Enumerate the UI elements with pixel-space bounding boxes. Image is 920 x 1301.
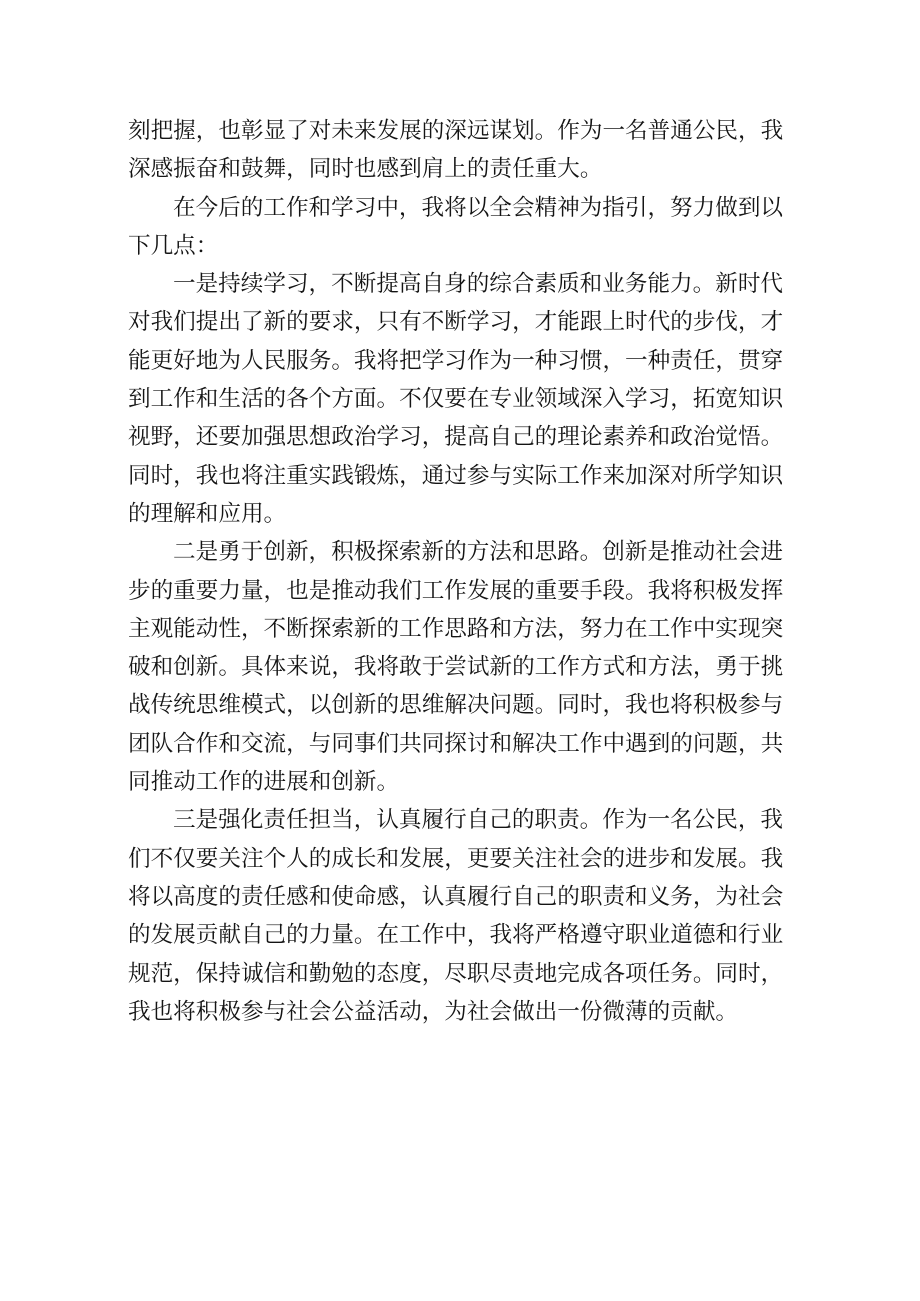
text-line: 规范，保持诚信和勤勉的态度，尽职尽责地完成各项任务。同时，: [128, 960, 784, 987]
paragraph-intro: [128, 189, 810, 266]
document-body: [128, 112, 810, 1031]
text-line: 的发展贡献自己的力量。在工作中，我将严格遵守职业道德和行业: [128, 922, 784, 949]
text-line: 到工作和生活的各个方面。不仅要在专业领域深入学习，拓宽知识: [128, 386, 784, 413]
text-line: 们不仅要关注个人的成长和发展，更要关注社会的进步和发展。我: [128, 845, 784, 872]
text-line: 将以高度的责任感和使命感，认真履行自己的职责和义务，为社会: [128, 883, 784, 910]
paragraph-point-3: [128, 801, 810, 1031]
text-line: 团队合作和交流，与同事们共同探讨和解决工作中遇到的问题，共: [128, 730, 784, 757]
paragraph-point-2: [128, 533, 810, 801]
text-line: 破和创新。具体来说，我将敢于尝试新的工作方式和方法，勇于挑: [128, 654, 784, 681]
text-line: 战传统思维模式，以创新的思维解决问题。同时，我也将积极参与: [128, 692, 784, 719]
paragraph-point-1: [128, 265, 810, 533]
text-line: 三是强化责任担当，认真履行自己的职责。作为一名公民，我: [173, 807, 784, 834]
text-line: 一是持续学习，不断提高自身的综合素质和业务能力。新时代: [173, 271, 784, 298]
paragraph-continuation: [128, 112, 810, 189]
text-line: 同推动工作的进展和创新。: [128, 769, 400, 796]
text-line: 主观能动性，不断探索新的工作思路和方法，努力在工作中实现突: [128, 615, 784, 642]
text-line: 在今后的工作和学习中，我将以全会精神为指引，努力做到以: [173, 194, 784, 221]
text-line: 刻把握，也彰显了对未来发展的深远谋划。作为一名普通公民，我: [128, 118, 784, 144]
text-line: 二是勇于创新，积极探索新的方法和思路。创新是推动社会进: [173, 539, 784, 566]
text-line: 下几点：: [128, 232, 219, 259]
text-line: 能更好地为人民服务。我将把学习作为一种习惯，一种责任，贯穿: [128, 347, 784, 374]
text-line: 步的重要力量，也是推动我们工作发展的重要手段。我将积极发挥: [128, 577, 784, 604]
text-line: 的理解和应用。: [128, 500, 287, 527]
text-line: 视野，还要加强思想政治学习，提高自己的理论素养和政治觉悟。: [128, 424, 784, 451]
text-line: 对我们提出了新的要求，只有不断学习，才能跟上时代的步伐，才: [128, 309, 784, 336]
text-line: 我也将积极参与社会公益活动，为社会做出一份微薄的贡献。: [128, 998, 739, 1025]
text-line: 深感振奋和鼓舞，同时也感到肩上的责任重大。: [128, 156, 603, 183]
text-line: 同时，我也将注重实践锻炼，通过参与实际工作来加深对所学知识: [128, 462, 784, 489]
